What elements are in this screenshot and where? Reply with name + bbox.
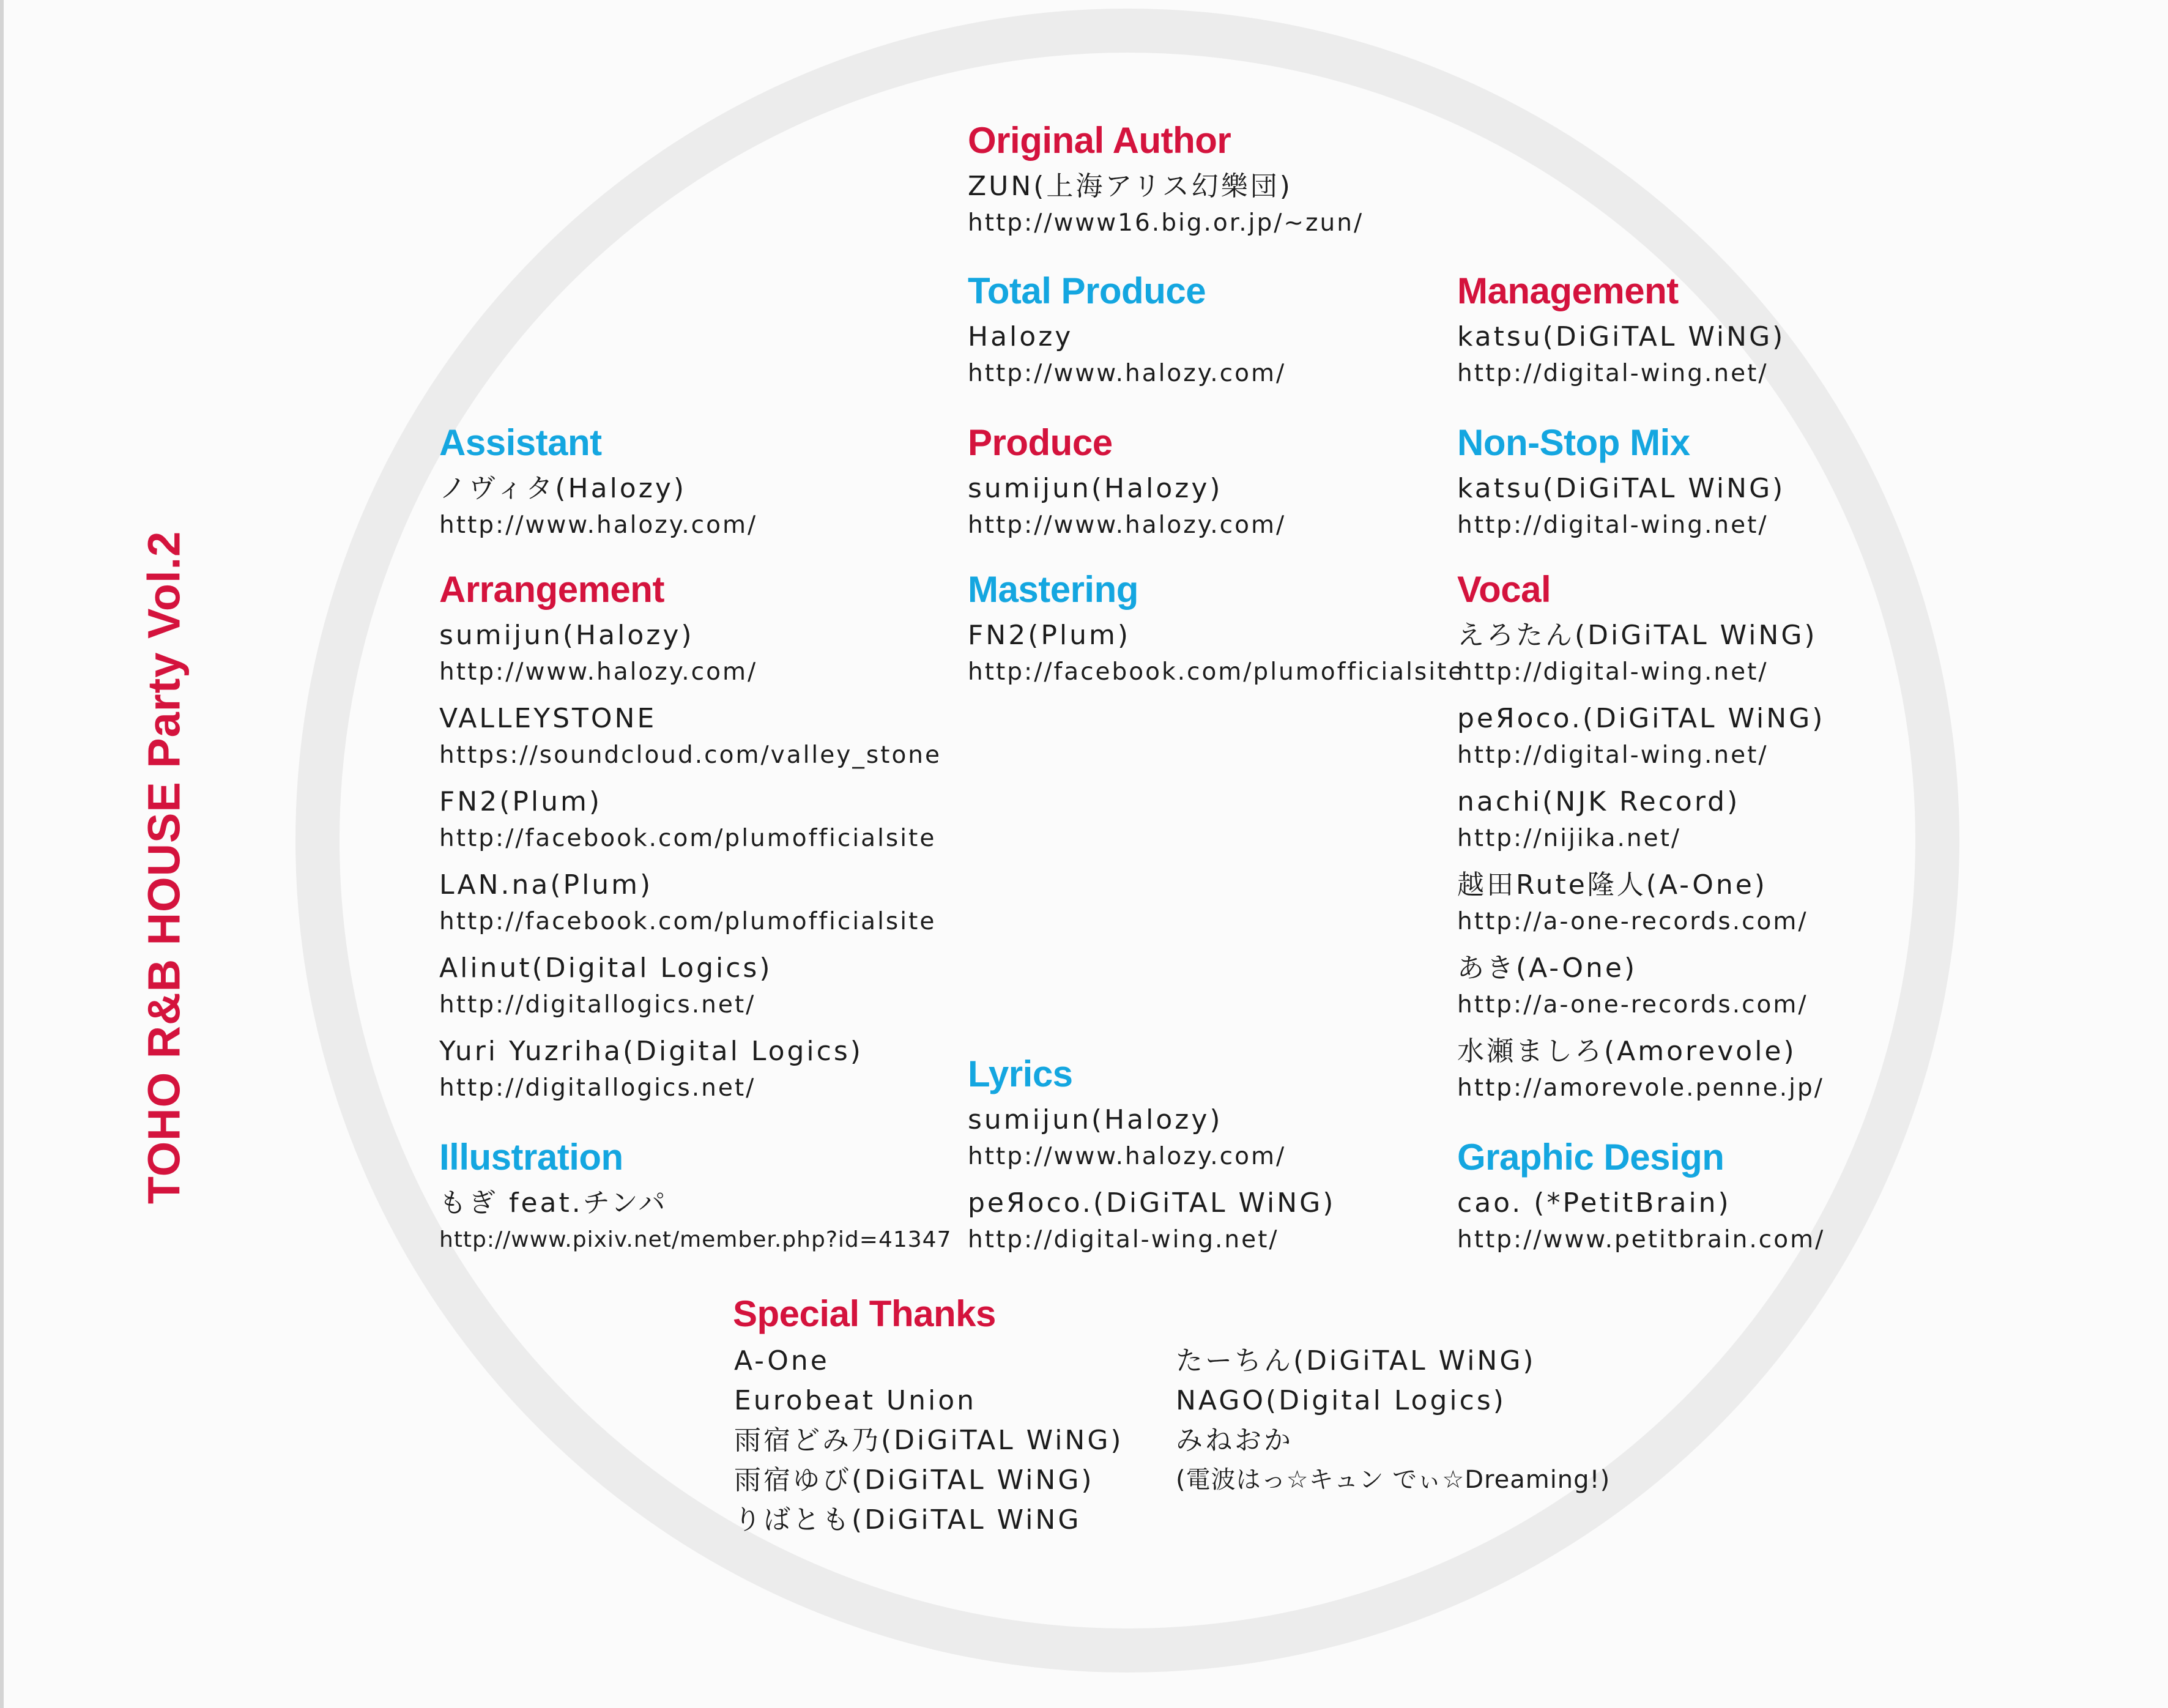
credit-entry: [439, 949, 941, 1023]
thanks-item: NAGO(Digital Logics): [1176, 1385, 1506, 1416]
section-heading: Assistant: [439, 422, 602, 463]
section-non-stop-mix: [1457, 420, 1785, 553]
section-original-author: [968, 117, 1364, 251]
credit-name: えろたん(DiGiTAL WiNG): [1457, 620, 1817, 651]
credit-name: sumijun(Halozy): [968, 1104, 1223, 1135]
credit-name: peЯoco.(DiGiTAL WiNG): [1457, 703, 1825, 734]
credit-name: 水瀬ましろ(Amorevole): [1457, 1036, 1797, 1067]
credit-entry: [439, 700, 941, 773]
credit-entry: [439, 1033, 941, 1106]
credit-name: katsu(DiGiTAL WiNG): [1457, 473, 1786, 504]
credit-entry: [439, 866, 941, 940]
section-produce: [968, 420, 1286, 553]
credit-url: http://facebook.com/plumofficialsite: [439, 908, 937, 935]
credit-name: ノヴィタ(Halozy): [439, 473, 687, 504]
section-heading: Illustration: [439, 1137, 623, 1178]
section-management: [1457, 268, 1785, 401]
section-heading: Total Produce: [968, 270, 1206, 311]
credit-url: http://a-one-records.com/: [1457, 908, 1808, 935]
section-graphic-design: [1457, 1134, 1825, 1268]
credit-entry: [1457, 1184, 1825, 1258]
section-arrangement: [439, 566, 941, 1116]
credit-url: http://www.halozy.com/: [968, 1143, 1286, 1170]
credit-entry: [439, 783, 941, 856]
section-total-produce: [968, 268, 1286, 401]
credit-entry: [1457, 949, 1825, 1023]
credit-name: Halozy: [968, 321, 1074, 352]
thanks-item: みねおか: [1176, 1425, 1293, 1456]
credit-name: nachi(NJK Record): [1457, 786, 1740, 817]
credit-url: http://digital-wing.net/: [968, 1226, 1279, 1253]
credit-entry: [968, 318, 1286, 392]
credit-url: http://digitallogics.net/: [439, 1074, 756, 1102]
credit-entry: [439, 1184, 951, 1258]
credit-name: ZUN(上海アリス幻樂団): [968, 171, 1293, 202]
credit-name: Alinut(Digital Logics): [439, 952, 773, 984]
credit-entry: [1457, 470, 1785, 543]
credit-name: もぎ feat.チンパ: [439, 1187, 668, 1219]
credit-name: sumijun(Halozy): [439, 620, 694, 651]
credit-entry: [1457, 700, 1825, 773]
thanks-item: A-One: [734, 1345, 830, 1376]
credit-url: http://nijika.net/: [1457, 825, 1682, 852]
section-assistant: [439, 420, 757, 553]
section-mastering: [968, 566, 1465, 700]
credit-url: http://www.halozy.com/: [439, 511, 758, 539]
thanks-item: Eurobeat Union: [734, 1385, 977, 1416]
section-lyrics: [968, 1051, 1335, 1268]
credit-url: http://digital-wing.net/: [1457, 658, 1769, 686]
section-heading: Original Author: [968, 120, 1231, 161]
credit-url: http://digitallogics.net/: [439, 991, 756, 1019]
credit-url: http://digital-wing.net/: [1457, 511, 1769, 539]
credit-name: 越田Rute隆人(A-One): [1457, 869, 1767, 900]
credit-url: http://digital-wing.net/: [1457, 741, 1769, 769]
section-heading: Lyrics: [968, 1053, 1073, 1094]
credit-url: http://amorevole.penne.jp/: [1457, 1074, 1824, 1102]
credit-url: http://www.halozy.com/: [968, 511, 1286, 539]
credit-entry: [968, 617, 1465, 690]
credit-url: http://facebook.com/plumofficialsite: [439, 825, 937, 852]
credit-url: http://facebook.com/plumofficialsite: [968, 658, 1465, 686]
section-heading: Vocal: [1457, 569, 1551, 610]
credit-name: FN2(Plum): [439, 786, 603, 817]
thanks-item: 雨宿どみ乃(DiGiTAL WiNG): [734, 1425, 1124, 1456]
credit-name: cao. (*PetitBrain): [1457, 1187, 1731, 1219]
credit-name: sumijun(Halozy): [968, 473, 1223, 504]
credit-entry: [439, 617, 941, 690]
section-heading: Arrangement: [439, 569, 664, 610]
section-heading: Graphic Design: [1457, 1137, 1724, 1178]
credit-entry: [968, 1184, 1335, 1258]
section-illustration: [439, 1134, 951, 1268]
credit-entry: [1457, 783, 1825, 856]
credit-name: Yuri Yuzriha(Digital Logics): [439, 1036, 863, 1067]
special-thanks-column-2: [1176, 1341, 1610, 1500]
section-special-thanks: [733, 1291, 996, 1341]
credit-entry: [968, 1101, 1335, 1175]
credit-name: peЯoco.(DiGiTAL WiNG): [968, 1187, 1336, 1219]
credit-name: katsu(DiGiTAL WiNG): [1457, 321, 1786, 352]
section-heading: Non-Stop Mix: [1457, 422, 1690, 463]
credit-url: http://www.halozy.com/: [439, 658, 758, 686]
credit-url: http://www.petitbrain.com/: [1457, 1226, 1825, 1253]
thanks-item: 雨宿ゆび(DiGiTAL WiNG): [734, 1465, 1094, 1496]
thanks-item: たーちん(DiGiTAL WiNG): [1176, 1345, 1536, 1376]
special-thanks-column-1: [734, 1341, 1124, 1540]
credit-entry: [1457, 866, 1825, 940]
credit-url: http://www.halozy.com/: [968, 360, 1286, 387]
section-vocal: [1457, 566, 1825, 1116]
section-heading: Mastering: [968, 569, 1138, 610]
thanks-item: りばとも(DiGiTAL WiNG: [734, 1504, 1082, 1535]
credit-entry: [968, 168, 1364, 241]
section-heading: Produce: [968, 422, 1113, 463]
credit-entry: [1457, 617, 1825, 690]
section-heading: Special Thanks: [733, 1293, 996, 1334]
spine-title: TOHO R&B HOUSE Party Vol.2: [138, 530, 190, 1205]
page-left-edge: [0, 0, 4, 1708]
credit-url: http://a-one-records.com/: [1457, 991, 1808, 1019]
credit-entry: [1457, 318, 1785, 392]
thanks-item: (電波はっ☆キュン でぃ☆Dreaming!): [1176, 1466, 1611, 1494]
credit-url: https://soundcloud.com/valley_stone: [439, 741, 942, 769]
credit-entry: [439, 470, 757, 543]
credit-name: LAN.na(Plum): [439, 869, 653, 900]
credit-url: http://www.pixiv.net/member.php?id=41347: [439, 1227, 952, 1252]
credit-entry: [1457, 1033, 1825, 1106]
credit-url: http://digital-wing.net/: [1457, 360, 1769, 387]
section-heading: Management: [1457, 270, 1679, 311]
credit-url: http://www16.big.or.jp/~zun/: [968, 209, 1364, 237]
credit-name: FN2(Plum): [968, 620, 1131, 651]
credit-name: あき(A-One): [1457, 952, 1638, 984]
credit-name: VALLEYSTONE: [439, 703, 657, 734]
credit-entry: [968, 470, 1286, 543]
